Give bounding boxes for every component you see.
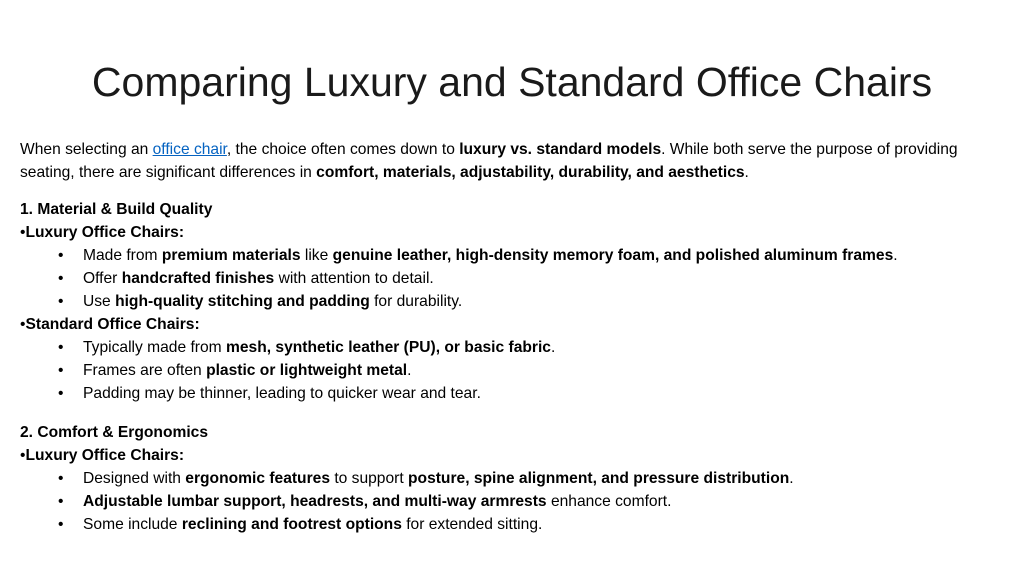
group-label-text: Luxury Office Chairs: — [25, 224, 185, 241]
group-label-luxury — [20, 444, 1010, 467]
bullet-icon: • — [58, 270, 64, 287]
item-text: . — [789, 470, 794, 487]
office-chair-link[interactable]: office chair — [152, 141, 227, 158]
bullet-list — [20, 336, 1010, 405]
list-item — [58, 244, 1010, 267]
item-bold: high-quality stitching and padding — [115, 293, 370, 310]
intro-text-4: . — [744, 164, 749, 181]
item-text: with attention to detail. — [274, 270, 434, 287]
section-comfort-ergonomics — [20, 421, 1010, 536]
section-heading: 2. Comfort & Ergonomics — [20, 424, 209, 441]
item-bold: posture, spine alignment, and pressure distribution — [408, 470, 790, 487]
bullet-icon: • — [58, 385, 64, 402]
item-text: Designed with — [83, 470, 186, 487]
bullet-icon: • — [58, 339, 64, 356]
item-text: like — [300, 247, 333, 264]
item-text: Some include — [83, 516, 182, 533]
list-item — [58, 267, 1010, 290]
bullet-list — [20, 244, 1010, 313]
bullet-icon: • — [58, 362, 64, 379]
item-bold: plastic or lightweight metal — [206, 362, 408, 379]
list-item — [58, 467, 1010, 490]
item-text: Made from — [83, 247, 162, 264]
intro-text-3: . While both serve the purpose of providing seating, there are significant differences in — [20, 141, 958, 181]
item-text: Frames are often — [83, 362, 207, 379]
group-label-text: Luxury Office Chairs: — [25, 447, 185, 464]
section-material-build-quality — [20, 198, 1010, 405]
item-text: Offer — [83, 270, 122, 287]
item-text: Padding may be thinner, leading to quicker wear and tear. — [83, 385, 481, 402]
group-label-standard — [20, 313, 1010, 336]
item-bold: handcrafted finishes — [121, 270, 275, 287]
intro-text-2: , the choice often comes down to — [226, 141, 460, 158]
bullet-icon: • — [58, 493, 64, 510]
bullet-list — [20, 467, 1010, 536]
bullet-icon: • — [20, 447, 26, 464]
list-item — [58, 490, 1010, 513]
item-bold: genuine leather, high-density memory foam, and polished aluminum frames — [332, 247, 894, 264]
group-label-text: Standard Office Chairs: — [25, 316, 200, 333]
item-bold: Adjustable lumbar support, headrests, and multi-way armrests — [83, 493, 547, 510]
item-text: Use — [83, 293, 116, 310]
bullet-icon: • — [58, 247, 64, 264]
bullet-icon: • — [58, 516, 64, 533]
intro-bold-1: luxury vs. standard models — [459, 141, 662, 158]
list-item — [58, 359, 1010, 382]
item-text: . — [407, 362, 412, 379]
bullet-icon: • — [20, 224, 26, 241]
list-item — [58, 382, 1010, 405]
item-bold: mesh, synthetic leather (PU), or basic fabric — [226, 339, 551, 356]
bullet-icon: • — [58, 470, 64, 487]
item-bold: ergonomic features — [185, 470, 330, 487]
bullet-icon: • — [20, 316, 26, 333]
item-bold: reclining and footrest options — [181, 516, 402, 533]
list-item — [58, 513, 1010, 536]
item-text: to support — [330, 470, 409, 487]
item-text: . — [893, 247, 898, 264]
list-item — [58, 336, 1010, 359]
item-text: for extended sitting. — [401, 516, 543, 533]
item-text: enhance comfort. — [546, 493, 672, 510]
intro-paragraph — [20, 138, 1010, 184]
intro-text-1: When selecting an — [20, 141, 153, 158]
group-label-luxury — [20, 221, 1010, 244]
intro-bold-2: comfort, materials, adjustability, durability, and aesthetics — [316, 164, 745, 181]
list-item — [58, 290, 1010, 313]
item-text: Typically made from — [83, 339, 226, 356]
item-text: for durability. — [369, 293, 463, 310]
slide-title: Comparing Luxury and Standard Office Chairs — [91, 59, 933, 105]
item-text: . — [550, 339, 556, 356]
slide-body — [20, 138, 1010, 552]
section-heading: 1. Material & Build Quality — [20, 201, 213, 218]
bullet-icon: • — [58, 293, 64, 310]
item-bold: premium materials — [161, 247, 301, 264]
